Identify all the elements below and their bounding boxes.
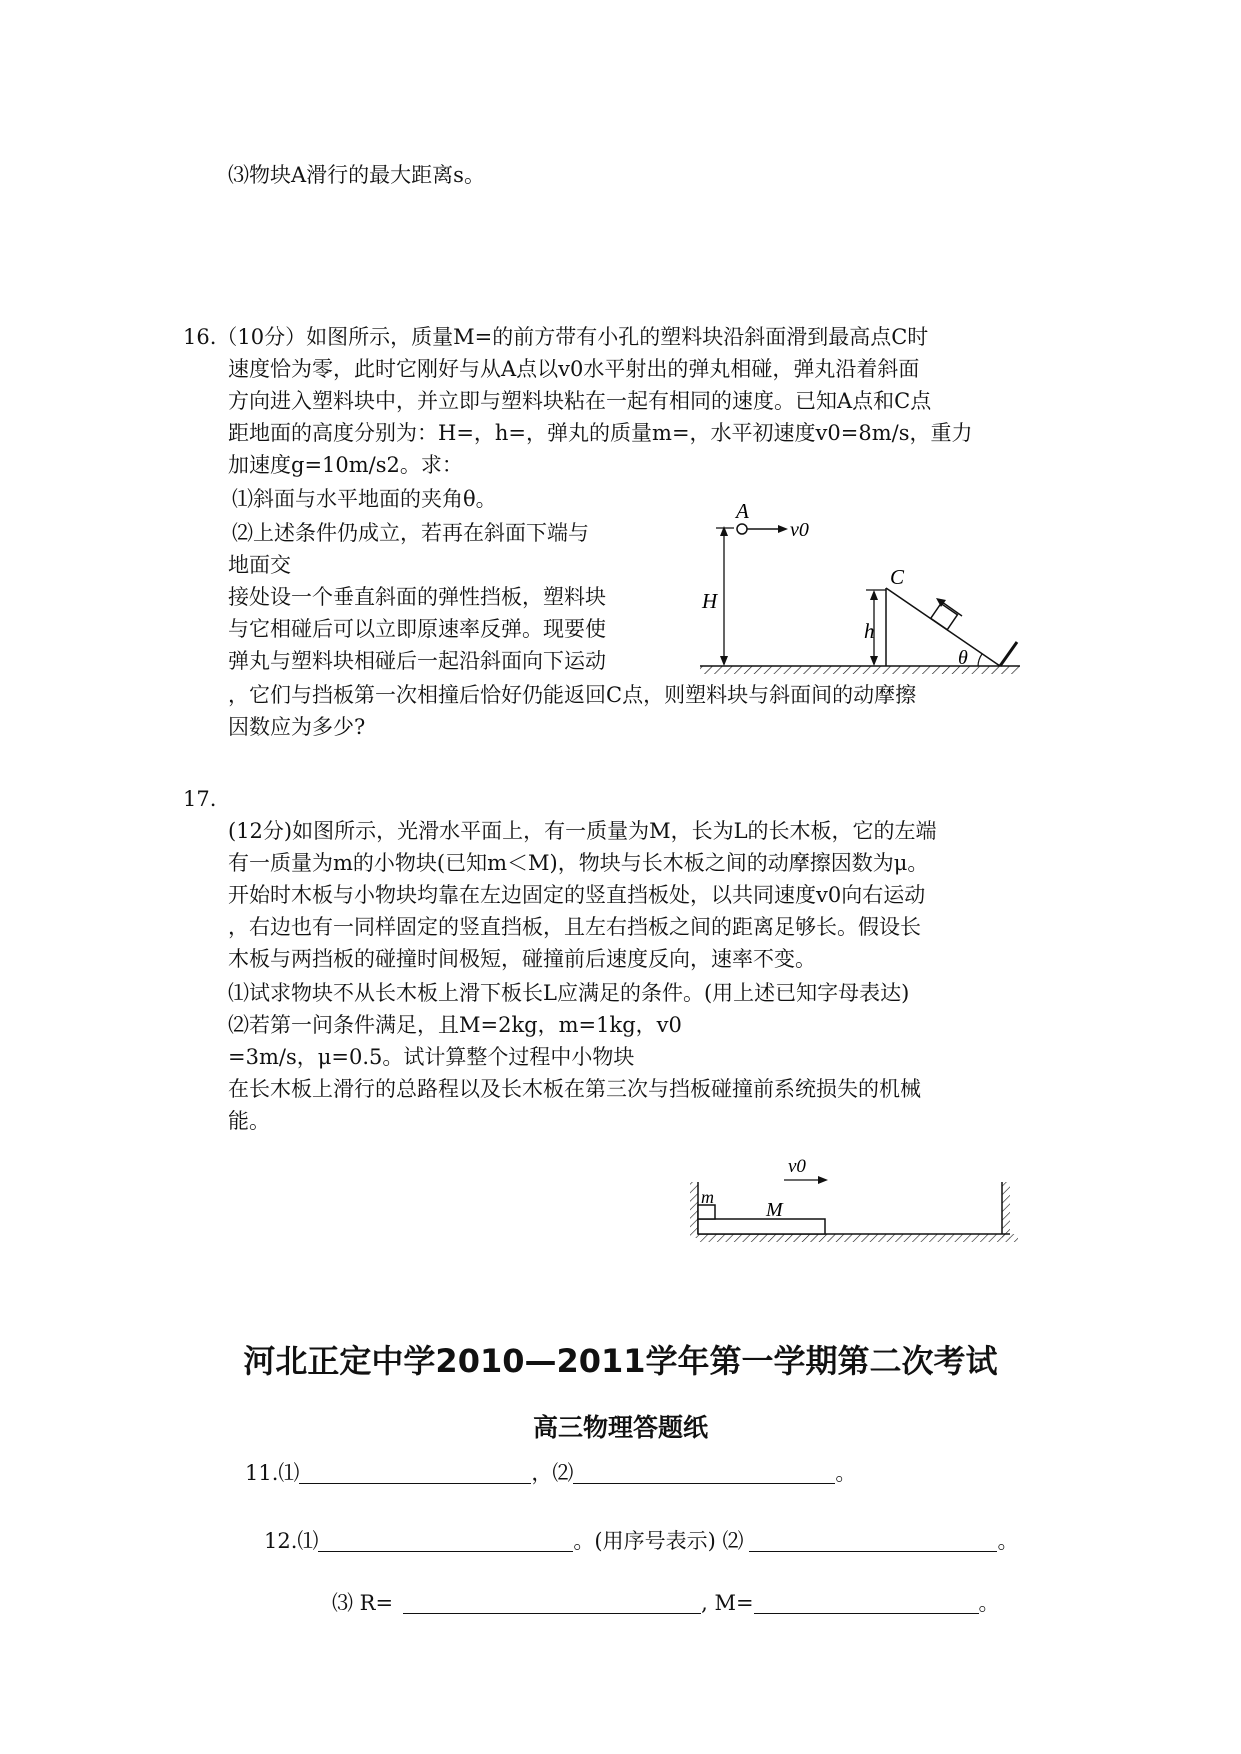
q12-mid: 。(用序号表示) ⑵ bbox=[573, 1529, 744, 1553]
q17-part2-line-4: 能。 bbox=[228, 1109, 270, 1133]
q16-line-2: 速度恰为零，此时它刚好与从A点以v0水平射出的弹丸相碰，弹丸沿着斜面 bbox=[228, 357, 920, 381]
q12-3-end: 。 bbox=[978, 1591, 1000, 1615]
label-H: H bbox=[702, 589, 718, 613]
q16-part2-line-4: 与它相碰后可以立即原速率反弹。现要使 bbox=[228, 617, 606, 641]
q11-blank-2[interactable] bbox=[573, 1461, 835, 1484]
q16-line-3: 方向进入塑料块中，并立即与塑料块粘在一起有相同的速度。已知A点和C点 bbox=[228, 389, 932, 413]
label-M: M bbox=[766, 1199, 783, 1221]
point-A bbox=[737, 524, 747, 534]
q12-3-mid: , M= bbox=[701, 1591, 754, 1615]
ground-hatch bbox=[700, 666, 1020, 674]
q17-part2-line-1: ⑵若第一问条件满足，且M=2kg，m=1kg，v0 bbox=[228, 1013, 682, 1037]
q11-prefix: 11.⑴ bbox=[245, 1461, 300, 1485]
label-m: m bbox=[701, 1187, 714, 1207]
q16-part2-line-6: ，它们与挡板第一次相撞后恰好仍能返回C点，则塑料块与斜面间的动摩擦 bbox=[228, 683, 917, 707]
q17-line-3: 开始时木板与小物块均靠在左边固定的竖直挡板处，以共同速度v0向右运动 bbox=[228, 883, 926, 907]
label-A: A bbox=[736, 500, 749, 523]
q17-part1: ⑴试求物块不从长木板上滑下板长L应满足的条件。(用上述已知字母表达) bbox=[228, 981, 910, 1005]
q17-line-1: (12分)如图所示，光滑水平面上，有一质量为M，长为L的长木板，它的左端 bbox=[228, 819, 937, 843]
label-v0-A: v0 bbox=[790, 519, 809, 541]
q17-part2-line-2: =3m/s，μ=0.5。试计算整个过程中小物块 bbox=[228, 1045, 635, 1069]
label-C: C bbox=[890, 565, 905, 589]
q12-end: 。 bbox=[997, 1529, 1019, 1553]
q11-sep: ，⑵ bbox=[531, 1461, 574, 1485]
q17-board-diagram bbox=[690, 1150, 1030, 1260]
small-block bbox=[698, 1205, 715, 1219]
q11-end: 。 bbox=[835, 1461, 857, 1485]
q16-line-4: 距地面的高度分别为：H=，h=，弹丸的质量m=，水平初速度v0=8m/s，重力 bbox=[228, 421, 973, 445]
q12-blank-2[interactable] bbox=[749, 1529, 997, 1552]
elastic-baffle bbox=[1000, 642, 1017, 666]
q16-part1: ⑴斜面与水平地面的夹角θ。 bbox=[232, 487, 497, 511]
label-theta: θ bbox=[958, 647, 968, 669]
q16-part2-line-2: 地面交 bbox=[228, 553, 291, 577]
q16-line-5: 加速度g=10m/s2。求： bbox=[228, 453, 463, 477]
q12-3-blank-M[interactable] bbox=[754, 1591, 979, 1614]
answer-q11 bbox=[245, 1458, 856, 1488]
q16-part2-line-7: 因数应为多少? bbox=[228, 715, 366, 739]
q12-blank-1[interactable] bbox=[318, 1529, 573, 1552]
label-v0: v0 bbox=[788, 1156, 806, 1177]
answer-q12 bbox=[264, 1526, 1018, 1556]
q17-number: 17. bbox=[183, 787, 217, 811]
answer-sheet-subtitle: 高三物理答题纸 bbox=[532, 1413, 708, 1442]
long-board bbox=[698, 1219, 825, 1234]
q17-part2-line-3: 在长木板上滑行的总路程以及长木板在第三次与挡板碰撞前系统损失的机械 bbox=[228, 1077, 921, 1101]
answer-q12-part3 bbox=[332, 1588, 1000, 1618]
q17-line-4: ，右边也有一同样固定的竖直挡板，且左右挡板之间的距离足够长。假设长 bbox=[228, 915, 921, 939]
q15-part3: ⑶物块A滑行的最大距离s。 bbox=[228, 163, 485, 187]
q16-line-1: 16.（10分）如图所示，质量M=的前方带有小孔的塑料块沿斜面滑到最高点C时 bbox=[183, 325, 929, 349]
q12-prefix: 12.⑴ bbox=[264, 1529, 319, 1553]
q11-blank-1[interactable] bbox=[299, 1461, 531, 1484]
q16-part2-line-5: 弹丸与塑料块相碰后一起沿斜面向下运动 bbox=[228, 649, 606, 673]
q16-incline-diagram bbox=[690, 500, 1035, 680]
q16-part2-line-1: ⑵上述条件仍成立，若再在斜面下端与 bbox=[232, 521, 589, 545]
floor-hatch bbox=[698, 1234, 1018, 1242]
q12-3-prefix: ⑶ R= bbox=[332, 1591, 394, 1615]
q12-3-blank-R[interactable] bbox=[403, 1591, 701, 1614]
plastic-block bbox=[931, 603, 958, 629]
q17-line-5: 木板与两挡板的碰撞时间极短，碰撞前后速度反向，速率不变。 bbox=[228, 947, 816, 971]
q17-line-2: 有一质量为m的小物块(已知m＜M)，物块与长木板之间的动摩擦因数为μ。 bbox=[228, 851, 929, 875]
label-h: h bbox=[864, 619, 875, 643]
answer-sheet-title: 河北正定中学2010—2011学年第一学期第二次考试 bbox=[243, 1342, 998, 1380]
q16-part2-line-3: 接处设一个垂直斜面的弹性挡板，塑料块 bbox=[228, 585, 606, 609]
